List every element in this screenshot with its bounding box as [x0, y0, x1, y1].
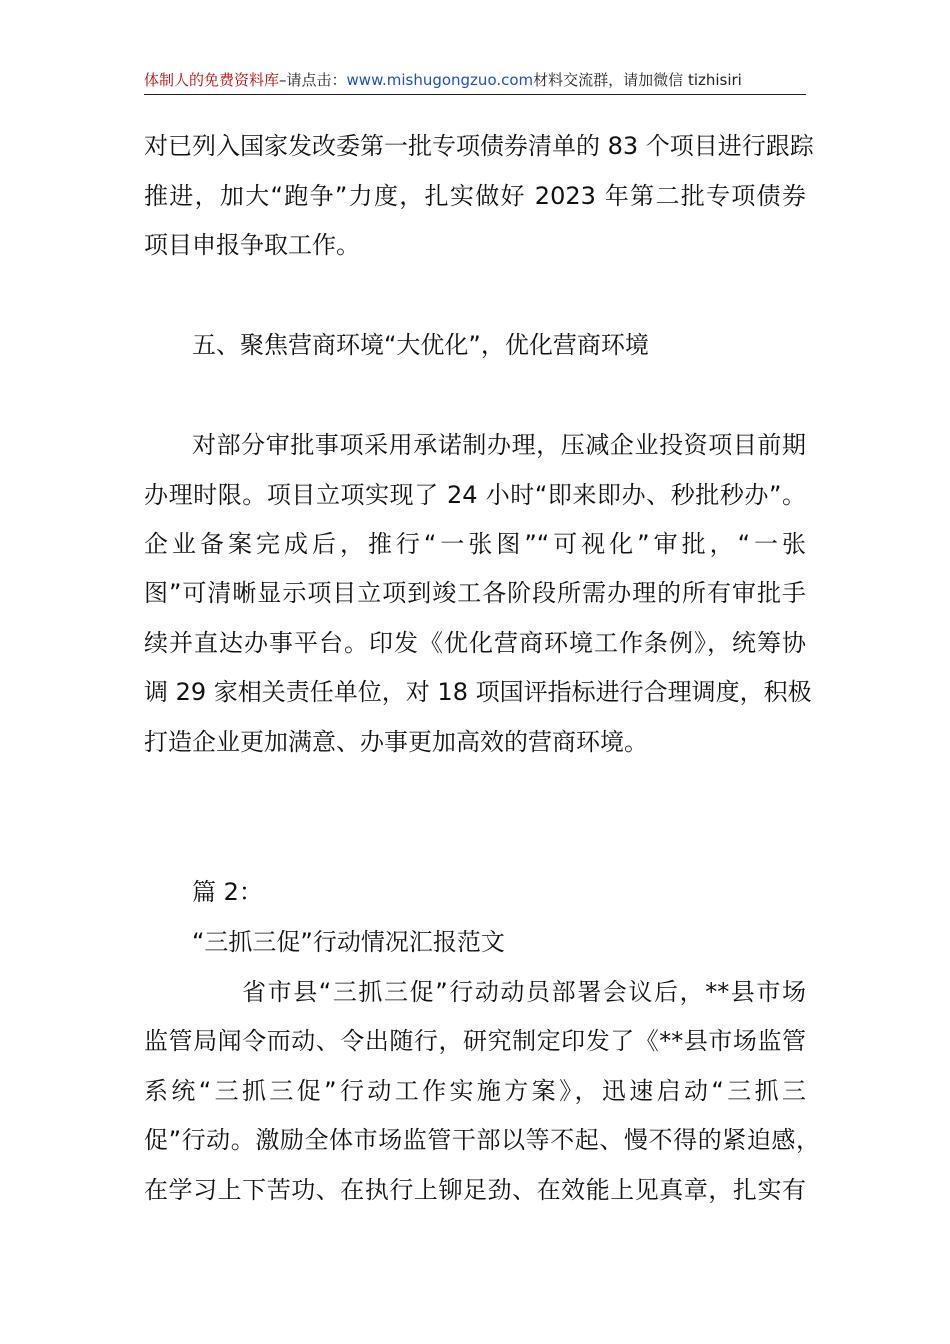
paragraph1-line-2: 推进，加大“跑争”力度，扎实做好 2023 年第二批专项债券	[144, 182, 806, 210]
article2-title: “三抓三促”行动情况汇报范文	[192, 928, 505, 956]
paragraph2-line-4: 图”可清晰显示项目立项到竣工各阶段所需办理的所有审批手	[144, 579, 806, 607]
paragraph1-line-1: 对已列入国家发改委第一批专项债券清单的 83 个项目进行跟踪	[144, 132, 814, 160]
paragraph2-line-1: 对部分审批事项采用承诺制办理，压减企业投资项目前期	[192, 431, 806, 459]
article2-line-5: 在学习上下苦功、在执行上铆足劲、在效能上见真章，扎实有	[144, 1176, 806, 1204]
paragraph2-line-5: 续并直达办事平台。印发《优化营商环境工作条例》，统筹协	[144, 629, 806, 657]
paragraph2-line-7: 打造企业更加满意、办事更加高效的营商环境。	[144, 728, 648, 756]
page-header	[144, 66, 806, 95]
header-prompt: –请点击：	[279, 71, 347, 89]
paragraph2-line-2: 办理时限。项目立项实现了 24 小时“即来即办、秒批秒办”。	[144, 481, 806, 509]
header-brand: 体制人的免费资料库	[144, 71, 280, 89]
header-note: 材料交流群，请加微信 tizhisiri	[533, 71, 742, 89]
section5-heading: 五、聚焦营商环境“大优化”，优化营商环境	[192, 331, 649, 359]
article2-line-1: 省市县“三抓三促”行动动员部署会议后，**县市场	[242, 978, 806, 1006]
article2-label: 篇 2：	[192, 878, 263, 906]
header-url-link[interactable]: www.mishugongzuo.com	[346, 71, 534, 89]
paragraph1-line-3: 项目申报争取工作。	[144, 231, 360, 259]
article2-line-2: 监管局闻令而动、令出随行，研究制定印发了《**县市场监管	[144, 1027, 806, 1055]
article2-line-3: 系统“三抓三促”行动工作实施方案》，迅速启动“三抓三	[144, 1077, 806, 1105]
paragraph2-line-3: 企业备案完成后，推行“一张图”“可视化”审批，“一张	[144, 530, 806, 558]
article2-line-4: 促”行动。激励全体市场监管干部以等不起、慢不得的紧迫感，	[144, 1126, 820, 1154]
paragraph2-line-6: 调 29 家相关责任单位，对 18 项国评指标进行合理调度，积极	[144, 678, 812, 706]
